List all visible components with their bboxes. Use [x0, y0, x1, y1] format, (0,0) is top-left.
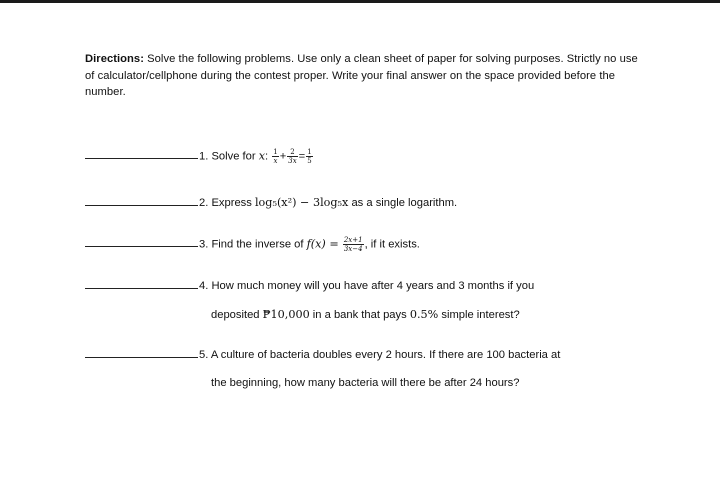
problem-text: How much money will you have after 4 years and 3 months if you	[208, 280, 535, 292]
fraction-denominator: 3x−4	[343, 245, 363, 253]
fraction-numerator: 1	[307, 148, 312, 156]
fraction-1	[272, 148, 278, 165]
problem-1	[85, 148, 314, 165]
function-expression: f(x) =	[306, 237, 339, 251]
variable: x	[258, 149, 266, 163]
problem-5-continuation	[211, 377, 519, 389]
deposit-amount: ₱10,000	[262, 308, 310, 321]
problem-text: in a bank that pays	[309, 309, 410, 321]
problem-text: A culture of bacteria doubles every 2 hours. If there are 100 bacteria at	[208, 349, 561, 361]
problem-number: 1.	[199, 150, 209, 163]
problem-number: 2.	[199, 197, 209, 209]
problem-text: Solve for	[208, 150, 259, 163]
fraction-numerator: 1	[273, 148, 278, 156]
answer-blank-4[interactable]	[85, 278, 198, 289]
problem-4	[85, 278, 534, 292]
directions-label: Directions:	[85, 53, 144, 65]
problem-number: 3.	[199, 238, 209, 251]
answer-blank-5[interactable]	[85, 347, 198, 358]
fraction-denominator: 3x	[288, 157, 297, 165]
plus-sign: +	[279, 150, 287, 163]
fraction-2	[287, 148, 297, 165]
problem-4-continuation	[211, 308, 520, 321]
problem-2	[85, 195, 457, 209]
fraction-denominator: x	[273, 157, 278, 165]
fraction-numerator: 2	[287, 148, 297, 157]
problem-text: deposited	[211, 309, 263, 321]
answer-blank-2[interactable]	[85, 195, 198, 206]
top-border	[0, 0, 720, 3]
answer-blank-1[interactable]	[85, 148, 198, 159]
problem-3	[85, 236, 420, 253]
problem-tail: as a single logarithm.	[348, 197, 458, 209]
problem-number: 4.	[199, 280, 209, 292]
fraction-denominator: 5	[307, 157, 312, 165]
function-fraction	[343, 236, 364, 253]
directions-text: Solve the following problems. Use only a clean sheet of paper for solving purposes. Strictly no use of calculator/cellphone during the contest proper. Write your final answer on the space provided before the number.	[85, 53, 638, 98]
log-expression: log₅(x²) − 3log₅x	[254, 196, 349, 209]
problem-tail: , if it exists.	[364, 238, 420, 251]
problem-text: Find the inverse of	[208, 238, 307, 251]
fraction-3	[306, 148, 312, 165]
interest-rate: 0.5%	[409, 308, 439, 321]
directions-paragraph	[85, 51, 645, 101]
problem-number: 5.	[199, 349, 209, 361]
answer-blank-3[interactable]	[85, 236, 198, 247]
colon: :	[265, 150, 269, 163]
equals-sign: =	[298, 150, 306, 163]
problem-text: the beginning, how many bacteria will there be after 24 hours?	[211, 377, 520, 389]
fraction-numerator: 2x+1	[343, 236, 363, 244]
problem-text: simple interest?	[438, 309, 520, 321]
problem-5	[85, 347, 560, 361]
problem-text: Express	[208, 197, 255, 209]
